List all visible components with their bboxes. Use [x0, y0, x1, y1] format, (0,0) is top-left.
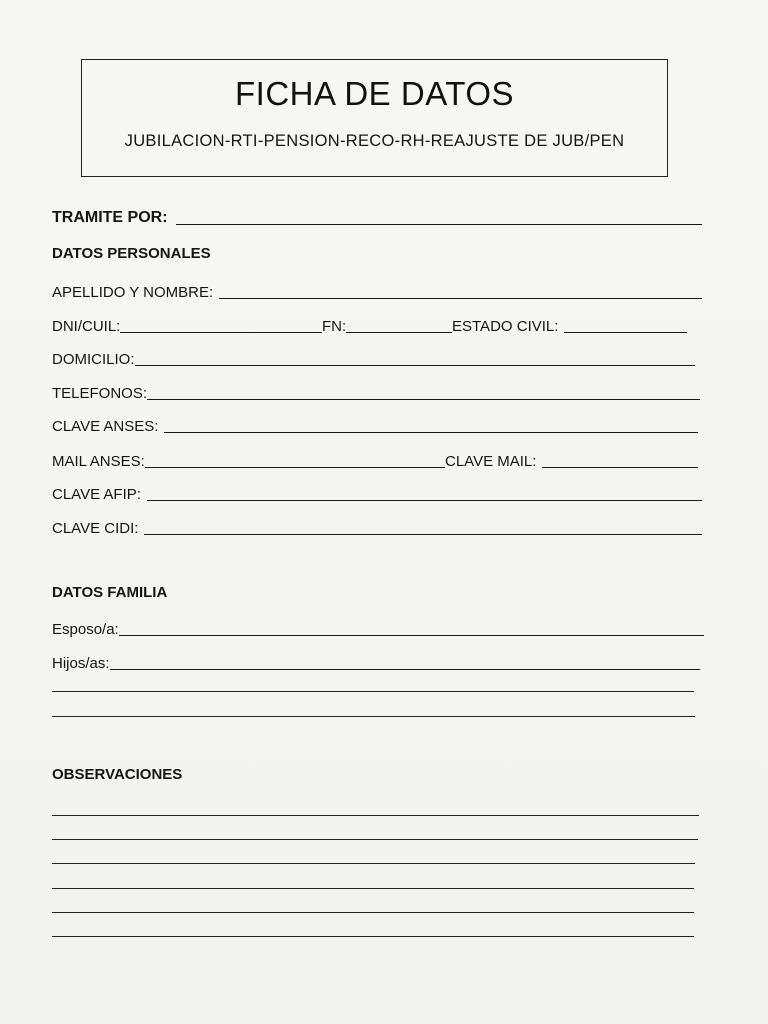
familia-extra-line-1[interactable]	[52, 691, 694, 692]
dni-cuil-label: DNI/CUIL:	[52, 318, 121, 335]
esposo-label: Esposo/a:	[52, 621, 119, 638]
clave-mail-row	[445, 449, 698, 471]
hijos-field[interactable]	[110, 669, 700, 670]
apellido-nombre-label: APELLIDO Y NOMBRE:	[52, 284, 214, 301]
tramite-field[interactable]	[176, 224, 702, 225]
apellido-nombre-row	[52, 280, 702, 302]
form-subtitle: JUBILACION-RTI-PENSION-RECO-RH-REAJUSTE DE JUB/PEN	[124, 132, 625, 150]
estado-civil-field[interactable]	[564, 332, 687, 333]
clave-anses-label: CLAVE ANSES:	[52, 418, 159, 435]
domicilio-field[interactable]	[135, 365, 695, 366]
observaciones-line-1[interactable]	[52, 815, 699, 816]
hijos-label: Hijos/as:	[52, 655, 110, 672]
esposo-field[interactable]	[119, 635, 704, 636]
clave-cidi-label: CLAVE CIDI:	[52, 520, 139, 537]
domicilio-label: DOMICILIO:	[52, 351, 135, 368]
mail-anses-label: MAIL ANSES:	[52, 453, 145, 470]
observaciones-line-2[interactable]	[52, 839, 698, 840]
fn-label: FN:	[322, 318, 347, 335]
clave-mail-field[interactable]	[542, 467, 698, 468]
fn-field[interactable]	[346, 332, 452, 333]
telefonos-row	[52, 381, 700, 403]
apellido-nombre-field[interactable]	[219, 298, 702, 299]
observaciones-line-6[interactable]	[52, 936, 694, 937]
observaciones-line-5[interactable]	[52, 912, 694, 913]
clave-anses-row	[52, 414, 698, 436]
datos-familia-heading: DATOS FAMILIA	[52, 584, 168, 601]
observaciones-heading: OBSERVACIONES	[52, 766, 183, 783]
form-title: FICHA DE DATOS	[235, 75, 514, 112]
clave-afip-row	[52, 482, 702, 504]
dni-cuil-field[interactable]	[120, 332, 322, 333]
observaciones-line-3[interactable]	[52, 863, 695, 864]
dni-row	[52, 314, 322, 336]
domicilio-row	[52, 347, 695, 369]
mail-anses-field[interactable]	[145, 467, 445, 468]
telefonos-field[interactable]	[147, 399, 700, 400]
familia-extra-line-2[interactable]	[52, 716, 695, 717]
mail-anses-row	[52, 449, 445, 471]
esposo-row	[52, 617, 704, 639]
clave-mail-label: CLAVE MAIL:	[445, 453, 537, 470]
telefonos-label: TELEFONOS:	[52, 385, 148, 402]
clave-anses-field[interactable]	[164, 432, 698, 433]
clave-cidi-field[interactable]	[144, 534, 702, 535]
tramite-row	[52, 206, 702, 228]
tramite-label: TRAMITE POR:	[52, 209, 168, 226]
header-box	[81, 59, 668, 177]
estado-civil-label: ESTADO CIVIL:	[452, 318, 559, 335]
hijos-row	[52, 651, 700, 673]
observaciones-line-4[interactable]	[52, 888, 694, 889]
clave-cidi-row	[52, 516, 702, 538]
clave-afip-label: CLAVE AFIP:	[52, 486, 141, 503]
fn-row	[322, 314, 452, 336]
datos-personales-heading: DATOS PERSONALES	[52, 245, 211, 262]
estado-civil-row	[452, 314, 687, 336]
clave-afip-field[interactable]	[147, 500, 702, 501]
